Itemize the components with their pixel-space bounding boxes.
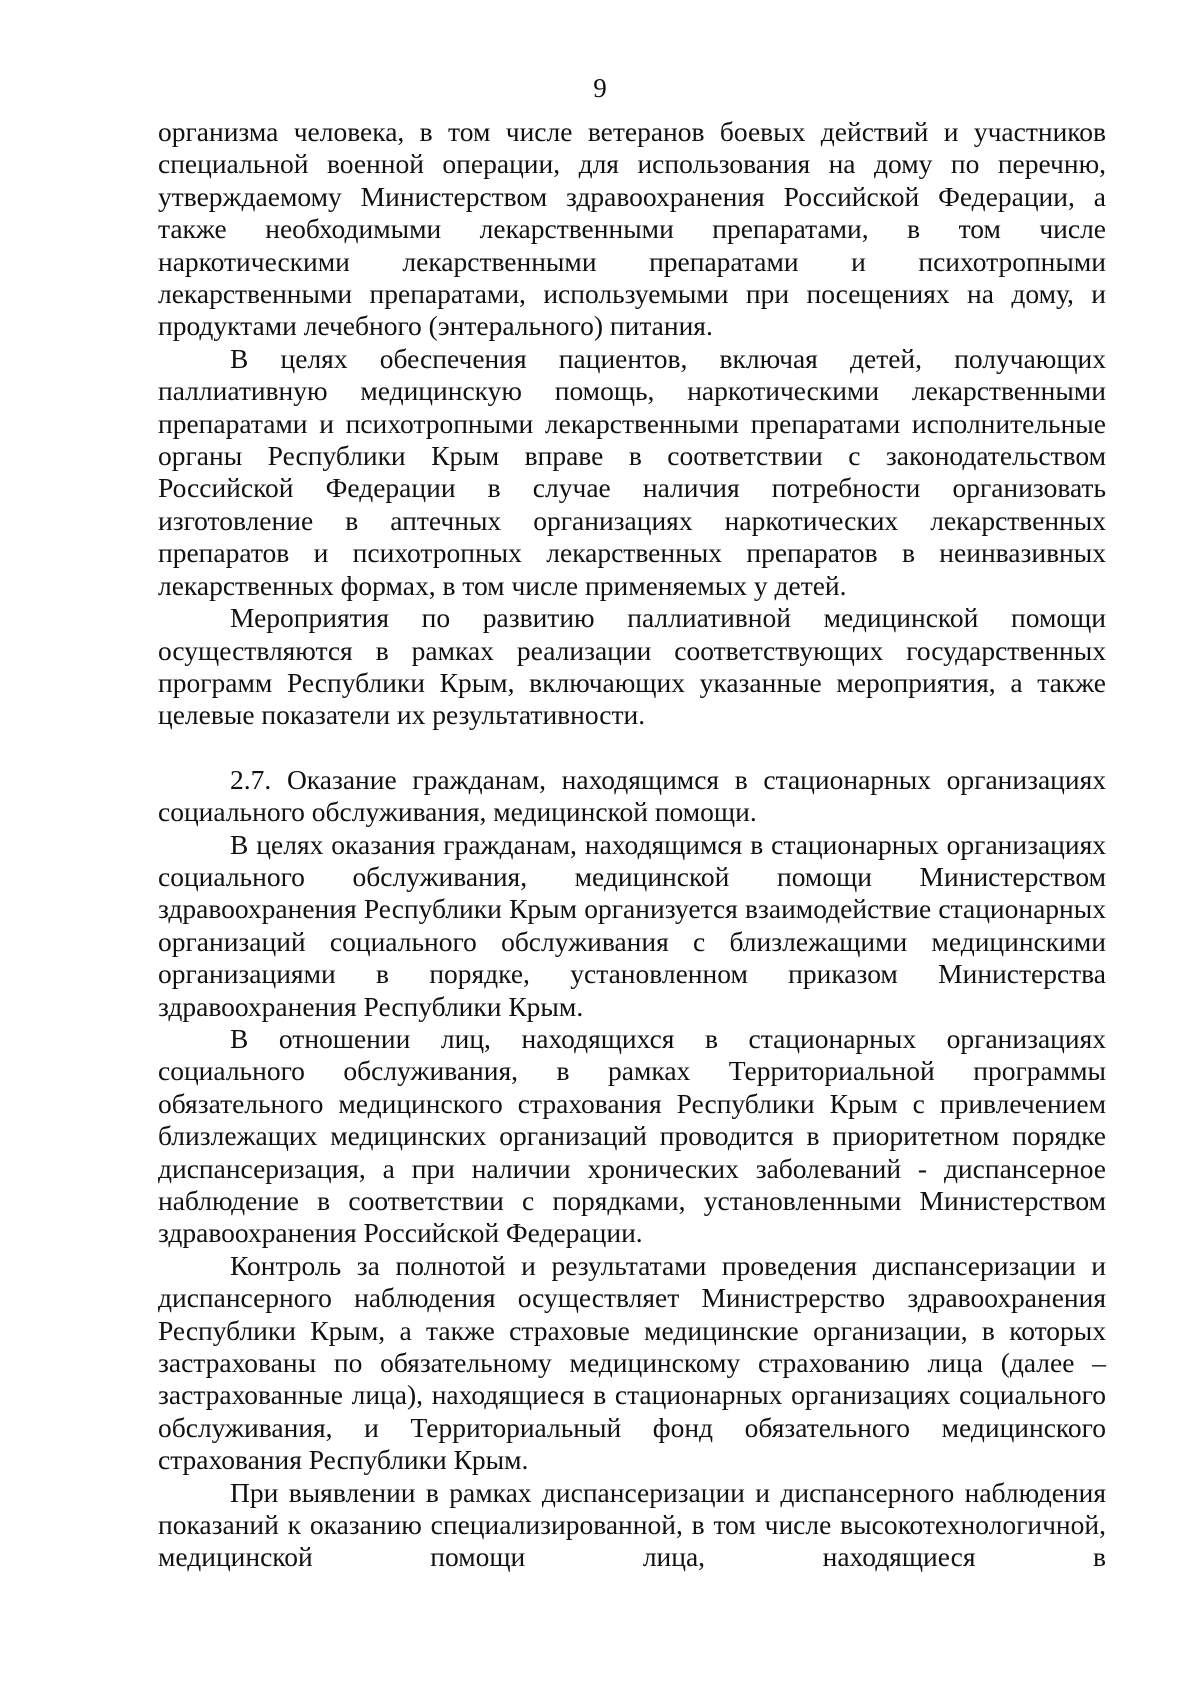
- section-gap: [158, 732, 1106, 764]
- paragraph-specialized-care: При выявлении в рамках диспансеризации и диспансерного наблюдения показаний к оказанию специализированной, в том числе высокотехнологичной, медицинской помощи лица, находящиеся в: [158, 1476, 1106, 1573]
- paragraph-dispensarization: В отношении лиц, находящихся в стационарных организациях социального обслуживания, в рамках Территориальной программы обязательного медицинского страхования Республики Крым с привлечением близлежащих медицинских организаций проводится в приоритетном порядке диспансеризация, а при наличии хронических заболеваний - диспансерное наблюдение в соответствии с порядками, установленными Министерством здравоохранения Российской Федерации.: [158, 1022, 1106, 1249]
- section-heading-2-7: 2.7. Оказание гражданам, находящимся в стационарных организациях социального обслуживания, медицинской помощи.: [158, 763, 1106, 828]
- paragraph-social-institutions: В целях оказания гражданам, находящимся в стационарных организациях социального обслуживания, медицинской помощи Министерством здравоохранения Республики Крым организуется взаимодействие стационарных организаций социального обслуживания с близлежащими медицинскими организациями в порядке, установленном приказом Министерства здравоохранения Республики Крым.: [158, 828, 1106, 1022]
- paragraph-narcotic-drugs: В целях обеспечения пациентов, включая детей, получающих паллиативную медицинскую помощь, наркотическими лекарственными препаратами и психотропными лекарственными препаратами исполнительные органы Республики Крым вправе в соответствии с законодательством Российской Федерации в случае наличия потребности организовать изготовление в аптечных организациях наркотических лекарственных препаратов и психотропных лекарственных препаратов в неинвазивных лекарственных формах, в том числе применяемых у детей.: [158, 342, 1106, 601]
- page-number: 9: [593, 73, 607, 103]
- paragraph-palliative-measures: Мероприятия по развитию паллиативной медицинской помощи осуществляются в рамках реализации соответствующих государственных программ Республики Крым, включающих указанные мероприятия, а также целевые показатели их результативности.: [158, 602, 1106, 731]
- paragraph-control: Контроль за полнотой и результатами проведения диспансеризации и диспансерного наблюдения осуществляет Министрерство здравоохранения Республики Крым, а также страховые медицинские организации, в которых застрахованы по обязательному медицинскому страхованию лица (далее – застрахованные лица), находящиеся в стационарных организациях социального обслуживания, и Территориальный фонд обязательного медицинского страхования Республики Крым.: [158, 1249, 1106, 1476]
- document-body: [158, 116, 1106, 1574]
- paragraph-continuation: организма человека, в том числе ветеранов боевых действий и участников специальной военной операции, для использования на дому по перечню, утверждаемому Министерством здравоохранения Российской Федерации, а также необходимыми лекарственными препаратами, в том числе наркотическими лекарственными препаратами и психотропными лекарственными препаратами, используемыми при посещениях на дому, и продуктами лечебного (энтерального) питания.: [158, 116, 1106, 342]
